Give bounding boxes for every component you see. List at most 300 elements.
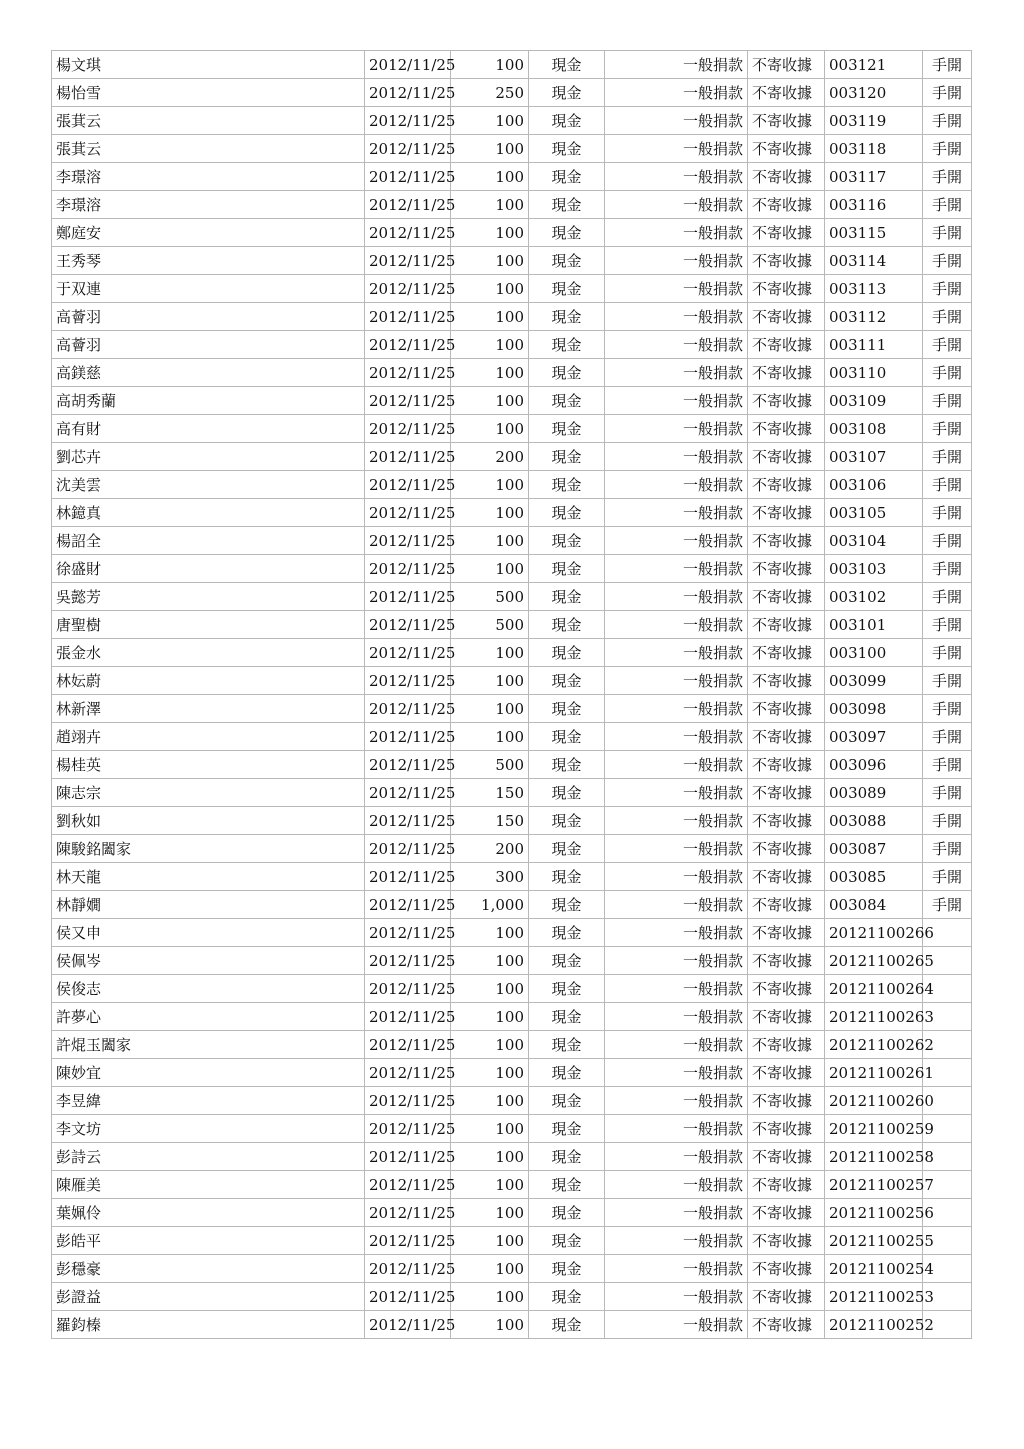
donation-type-cell: 一般捐款 — [605, 1143, 748, 1171]
payment-method-cell: 現金 — [529, 863, 605, 891]
donor-name-cell: 劉秋如 — [52, 807, 365, 835]
payment-method-cell: 現金 — [529, 303, 605, 331]
receipt-option-cell: 不寄收據 — [748, 527, 825, 555]
date-cell: 2012/11/25 — [365, 1003, 451, 1031]
receipt-number-cell: 20121100264 — [825, 975, 923, 1003]
donor-name-cell: 陳妙宜 — [52, 1059, 365, 1087]
payment-method-cell: 現金 — [529, 947, 605, 975]
table-row — [52, 611, 972, 639]
table-row — [52, 107, 972, 135]
note-cell: 手開 — [923, 639, 972, 667]
table-row — [52, 499, 972, 527]
table-row — [52, 1115, 972, 1143]
date-cell: 2012/11/25 — [365, 807, 451, 835]
payment-method-cell: 現金 — [529, 1031, 605, 1059]
table-row — [52, 387, 972, 415]
amount-cell: 100 — [451, 1059, 529, 1087]
table-row — [52, 779, 972, 807]
note-cell: 手開 — [923, 359, 972, 387]
table-row — [52, 471, 972, 499]
table-row — [52, 1255, 972, 1283]
date-cell: 2012/11/25 — [365, 51, 451, 79]
amount-cell: 100 — [451, 247, 529, 275]
donation-type-cell: 一般捐款 — [605, 835, 748, 863]
note-cell: 手開 — [923, 443, 972, 471]
date-cell: 2012/11/25 — [365, 583, 451, 611]
payment-method-cell: 現金 — [529, 807, 605, 835]
amount-cell: 500 — [451, 611, 529, 639]
payment-method-cell: 現金 — [529, 891, 605, 919]
receipt-option-cell: 不寄收據 — [748, 51, 825, 79]
receipt-number-cell: 20121100254 — [825, 1255, 923, 1283]
receipt-option-cell: 不寄收據 — [748, 275, 825, 303]
note-cell: 手開 — [923, 807, 972, 835]
note-cell: 手開 — [923, 247, 972, 275]
payment-method-cell: 現金 — [529, 975, 605, 1003]
receipt-number-cell: 003087 — [825, 835, 923, 863]
payment-method-cell: 現金 — [529, 583, 605, 611]
receipt-number-cell: 20121100258 — [825, 1143, 923, 1171]
donation-type-cell: 一般捐款 — [605, 751, 748, 779]
date-cell: 2012/11/25 — [365, 471, 451, 499]
receipt-number-cell: 003104 — [825, 527, 923, 555]
receipt-option-cell: 不寄收據 — [748, 751, 825, 779]
note-cell: 手開 — [923, 723, 972, 751]
donation-type-cell: 一般捐款 — [605, 555, 748, 583]
payment-method-cell: 現金 — [529, 1283, 605, 1311]
date-cell: 2012/11/25 — [365, 835, 451, 863]
donation-type-cell: 一般捐款 — [605, 1255, 748, 1283]
receipt-option-cell: 不寄收據 — [748, 135, 825, 163]
payment-method-cell: 現金 — [529, 1311, 605, 1339]
note-cell: 手開 — [923, 135, 972, 163]
receipt-number-cell: 003116 — [825, 191, 923, 219]
table-row — [52, 807, 972, 835]
receipt-number-cell: 20121100265 — [825, 947, 923, 975]
donor-name-cell: 唐聖樹 — [52, 611, 365, 639]
note-cell: 手開 — [923, 415, 972, 443]
payment-method-cell: 現金 — [529, 835, 605, 863]
receipt-number-cell: 003102 — [825, 583, 923, 611]
receipt-option-cell: 不寄收據 — [748, 471, 825, 499]
table-row — [52, 835, 972, 863]
donation-type-cell: 一般捐款 — [605, 79, 748, 107]
date-cell: 2012/11/25 — [365, 191, 451, 219]
donation-type-cell: 一般捐款 — [605, 107, 748, 135]
donor-name-cell: 張金水 — [52, 639, 365, 667]
note-cell: 手開 — [923, 191, 972, 219]
donation-type-cell: 一般捐款 — [605, 1003, 748, 1031]
date-cell: 2012/11/25 — [365, 919, 451, 947]
donor-name-cell: 彭詩云 — [52, 1143, 365, 1171]
receipt-option-cell: 不寄收據 — [748, 1143, 825, 1171]
table-row — [52, 1283, 972, 1311]
date-cell: 2012/11/25 — [365, 1255, 451, 1283]
table-row — [52, 219, 972, 247]
amount-cell: 100 — [451, 947, 529, 975]
note-cell: 手開 — [923, 471, 972, 499]
receipt-number-cell: 003115 — [825, 219, 923, 247]
donor-name-cell: 楊怡雪 — [52, 79, 365, 107]
donor-name-cell: 彭穩豪 — [52, 1255, 365, 1283]
receipt-option-cell: 不寄收據 — [748, 835, 825, 863]
receipt-option-cell: 不寄收據 — [748, 1171, 825, 1199]
amount-cell: 500 — [451, 751, 529, 779]
donor-name-cell: 高薈羽 — [52, 303, 365, 331]
table-row — [52, 79, 972, 107]
receipt-number-cell: 003088 — [825, 807, 923, 835]
amount-cell: 100 — [451, 639, 529, 667]
date-cell: 2012/11/25 — [365, 639, 451, 667]
amount-cell: 150 — [451, 779, 529, 807]
amount-cell: 100 — [451, 387, 529, 415]
date-cell: 2012/11/25 — [365, 1143, 451, 1171]
receipt-option-cell: 不寄收據 — [748, 1059, 825, 1087]
date-cell: 2012/11/25 — [365, 611, 451, 639]
donation-type-cell: 一般捐款 — [605, 527, 748, 555]
note-cell: 手開 — [923, 583, 972, 611]
payment-method-cell: 現金 — [529, 611, 605, 639]
date-cell: 2012/11/25 — [365, 163, 451, 191]
amount-cell: 300 — [451, 863, 529, 891]
date-cell: 2012/11/25 — [365, 79, 451, 107]
donation-type-cell: 一般捐款 — [605, 1087, 748, 1115]
receipt-option-cell: 不寄收據 — [748, 359, 825, 387]
donor-name-cell: 高鎂慈 — [52, 359, 365, 387]
amount-cell: 100 — [451, 51, 529, 79]
payment-method-cell: 現金 — [529, 751, 605, 779]
note-cell: 手開 — [923, 79, 972, 107]
receipt-number-cell: 003112 — [825, 303, 923, 331]
receipt-option-cell: 不寄收據 — [748, 331, 825, 359]
table-row — [52, 275, 972, 303]
receipt-option-cell: 不寄收據 — [748, 1311, 825, 1339]
payment-method-cell: 現金 — [529, 555, 605, 583]
donor-name-cell: 林新澤 — [52, 695, 365, 723]
amount-cell: 100 — [451, 1311, 529, 1339]
payment-method-cell: 現金 — [529, 359, 605, 387]
note-cell: 手開 — [923, 611, 972, 639]
table-row — [52, 51, 972, 79]
receipt-number-cell: 20121100252 — [825, 1311, 923, 1339]
donation-type-cell: 一般捐款 — [605, 135, 748, 163]
donation-type-cell: 一般捐款 — [605, 303, 748, 331]
donation-type-cell: 一般捐款 — [605, 191, 748, 219]
donor-name-cell: 林天龍 — [52, 863, 365, 891]
amount-cell: 100 — [451, 499, 529, 527]
donor-name-cell: 彭皓平 — [52, 1227, 365, 1255]
donation-type-cell: 一般捐款 — [605, 1031, 748, 1059]
date-cell: 2012/11/25 — [365, 975, 451, 1003]
amount-cell: 100 — [451, 1143, 529, 1171]
receipt-option-cell: 不寄收據 — [748, 975, 825, 1003]
table-row — [52, 1171, 972, 1199]
table-row — [52, 1087, 972, 1115]
receipt-option-cell: 不寄收據 — [748, 443, 825, 471]
receipt-option-cell: 不寄收據 — [748, 499, 825, 527]
payment-method-cell: 現金 — [529, 1059, 605, 1087]
donor-name-cell: 張萁云 — [52, 107, 365, 135]
donor-name-cell: 侯佩岑 — [52, 947, 365, 975]
donor-name-cell: 陳駿銘闔家 — [52, 835, 365, 863]
note-cell: 手開 — [923, 863, 972, 891]
payment-method-cell: 現金 — [529, 1003, 605, 1031]
table-row — [52, 1199, 972, 1227]
receipt-number-cell: 003100 — [825, 639, 923, 667]
donor-name-cell: 許焜玉闔家 — [52, 1031, 365, 1059]
note-cell: 手開 — [923, 499, 972, 527]
amount-cell: 100 — [451, 303, 529, 331]
receipt-option-cell: 不寄收據 — [748, 611, 825, 639]
receipt-number-cell: 003121 — [825, 51, 923, 79]
table-row — [52, 527, 972, 555]
receipt-number-cell: 003118 — [825, 135, 923, 163]
donor-name-cell: 李昱緯 — [52, 1087, 365, 1115]
donation-type-cell: 一般捐款 — [605, 275, 748, 303]
table-row — [52, 1059, 972, 1087]
receipt-option-cell: 不寄收據 — [748, 387, 825, 415]
payment-method-cell: 現金 — [529, 1255, 605, 1283]
receipt-option-cell: 不寄收據 — [748, 1031, 825, 1059]
date-cell: 2012/11/25 — [365, 695, 451, 723]
date-cell: 2012/11/25 — [365, 1199, 451, 1227]
receipt-option-cell: 不寄收據 — [748, 583, 825, 611]
donor-name-cell: 林靜嫺 — [52, 891, 365, 919]
note-cell: 手開 — [923, 835, 972, 863]
amount-cell: 100 — [451, 975, 529, 1003]
receipt-option-cell: 不寄收據 — [748, 1003, 825, 1031]
receipt-option-cell: 不寄收據 — [748, 163, 825, 191]
amount-cell: 1,000 — [451, 891, 529, 919]
receipt-number-cell: 003120 — [825, 79, 923, 107]
date-cell: 2012/11/25 — [365, 247, 451, 275]
note-cell: 手開 — [923, 779, 972, 807]
date-cell: 2012/11/25 — [365, 1059, 451, 1087]
amount-cell: 100 — [451, 1227, 529, 1255]
date-cell: 2012/11/25 — [365, 275, 451, 303]
receipt-number-cell: 003119 — [825, 107, 923, 135]
receipt-option-cell: 不寄收據 — [748, 919, 825, 947]
amount-cell: 100 — [451, 1171, 529, 1199]
payment-method-cell: 現金 — [529, 219, 605, 247]
donation-type-cell: 一般捐款 — [605, 1283, 748, 1311]
donation-type-cell: 一般捐款 — [605, 639, 748, 667]
amount-cell: 100 — [451, 695, 529, 723]
amount-cell: 150 — [451, 807, 529, 835]
payment-method-cell: 現金 — [529, 1143, 605, 1171]
donor-name-cell: 李璟溶 — [52, 163, 365, 191]
donor-name-cell: 林妘蔚 — [52, 667, 365, 695]
donation-type-cell: 一般捐款 — [605, 415, 748, 443]
donation-type-cell: 一般捐款 — [605, 359, 748, 387]
receipt-number-cell: 003098 — [825, 695, 923, 723]
table-row — [52, 723, 972, 751]
donation-type-cell: 一般捐款 — [605, 807, 748, 835]
note-cell: 手開 — [923, 891, 972, 919]
donor-name-cell: 劉芯卉 — [52, 443, 365, 471]
donation-ledger-table — [51, 50, 972, 1339]
receipt-option-cell: 不寄收據 — [748, 695, 825, 723]
receipt-option-cell: 不寄收據 — [748, 219, 825, 247]
amount-cell: 100 — [451, 667, 529, 695]
donor-name-cell: 于双連 — [52, 275, 365, 303]
receipt-number-cell: 20121100257 — [825, 1171, 923, 1199]
receipt-option-cell: 不寄收據 — [748, 1115, 825, 1143]
donor-name-cell: 吳懿芳 — [52, 583, 365, 611]
donor-name-cell: 高胡秀蘭 — [52, 387, 365, 415]
receipt-number-cell: 003097 — [825, 723, 923, 751]
table-row — [52, 667, 972, 695]
receipt-number-cell: 003096 — [825, 751, 923, 779]
receipt-option-cell: 不寄收據 — [748, 303, 825, 331]
receipt-number-cell: 003111 — [825, 331, 923, 359]
amount-cell: 100 — [451, 1003, 529, 1031]
receipt-option-cell: 不寄收據 — [748, 79, 825, 107]
date-cell: 2012/11/25 — [365, 667, 451, 695]
donation-type-cell: 一般捐款 — [605, 723, 748, 751]
donor-name-cell: 李文坊 — [52, 1115, 365, 1143]
donor-name-cell: 林鐿真 — [52, 499, 365, 527]
payment-method-cell: 現金 — [529, 443, 605, 471]
table-row — [52, 639, 972, 667]
amount-cell: 100 — [451, 919, 529, 947]
date-cell: 2012/11/25 — [365, 863, 451, 891]
amount-cell: 100 — [451, 191, 529, 219]
donation-type-cell: 一般捐款 — [605, 387, 748, 415]
payment-method-cell: 現金 — [529, 247, 605, 275]
donor-name-cell: 陳雁美 — [52, 1171, 365, 1199]
receipt-number-cell: 20121100256 — [825, 1199, 923, 1227]
receipt-option-cell: 不寄收據 — [748, 555, 825, 583]
date-cell: 2012/11/25 — [365, 723, 451, 751]
payment-method-cell: 現金 — [529, 79, 605, 107]
receipt-number-cell: 20121100253 — [825, 1283, 923, 1311]
donation-type-cell: 一般捐款 — [605, 247, 748, 275]
donation-type-cell: 一般捐款 — [605, 667, 748, 695]
donor-name-cell: 楊文琪 — [52, 51, 365, 79]
amount-cell: 100 — [451, 107, 529, 135]
amount-cell: 100 — [451, 1031, 529, 1059]
table-row — [52, 1003, 972, 1031]
receipt-number-cell: 003108 — [825, 415, 923, 443]
receipt-number-cell: 20121100262 — [825, 1031, 923, 1059]
donation-type-cell: 一般捐款 — [605, 975, 748, 1003]
note-cell: 手開 — [923, 107, 972, 135]
donation-type-cell: 一般捐款 — [605, 919, 748, 947]
receipt-option-cell: 不寄收據 — [748, 891, 825, 919]
receipt-option-cell: 不寄收據 — [748, 415, 825, 443]
amount-cell: 100 — [451, 415, 529, 443]
note-cell: 手開 — [923, 303, 972, 331]
note-cell: 手開 — [923, 163, 972, 191]
donor-name-cell: 楊詔全 — [52, 527, 365, 555]
donor-name-cell: 侯俊志 — [52, 975, 365, 1003]
receipt-number-cell: 20121100255 — [825, 1227, 923, 1255]
date-cell: 2012/11/25 — [365, 1031, 451, 1059]
amount-cell: 100 — [451, 471, 529, 499]
amount-cell: 100 — [451, 135, 529, 163]
date-cell: 2012/11/25 — [365, 107, 451, 135]
receipt-number-cell: 003103 — [825, 555, 923, 583]
payment-method-cell: 現金 — [529, 331, 605, 359]
amount-cell: 500 — [451, 583, 529, 611]
table-row — [52, 947, 972, 975]
receipt-option-cell: 不寄收據 — [748, 1227, 825, 1255]
donation-type-cell: 一般捐款 — [605, 499, 748, 527]
receipt-number-cell: 20121100261 — [825, 1059, 923, 1087]
donation-type-cell: 一般捐款 — [605, 1171, 748, 1199]
donation-type-cell: 一般捐款 — [605, 1115, 748, 1143]
receipt-option-cell: 不寄收據 — [748, 863, 825, 891]
amount-cell: 100 — [451, 359, 529, 387]
note-cell: 手開 — [923, 219, 972, 247]
payment-method-cell: 現金 — [529, 779, 605, 807]
receipt-option-cell: 不寄收據 — [748, 667, 825, 695]
note-cell: 手開 — [923, 275, 972, 303]
note-cell: 手開 — [923, 695, 972, 723]
donation-type-cell: 一般捐款 — [605, 891, 748, 919]
table-row — [52, 1311, 972, 1339]
amount-cell: 100 — [451, 331, 529, 359]
amount-cell: 100 — [451, 1199, 529, 1227]
table-row — [52, 891, 972, 919]
payment-method-cell: 現金 — [529, 667, 605, 695]
date-cell: 2012/11/25 — [365, 1115, 451, 1143]
table-row — [52, 1143, 972, 1171]
amount-cell: 100 — [451, 275, 529, 303]
note-cell: 手開 — [923, 751, 972, 779]
payment-method-cell: 現金 — [529, 723, 605, 751]
table-row — [52, 163, 972, 191]
receipt-number-cell: 20121100259 — [825, 1115, 923, 1143]
date-cell: 2012/11/25 — [365, 947, 451, 975]
receipt-number-cell: 003114 — [825, 247, 923, 275]
table-row — [52, 443, 972, 471]
receipt-option-cell: 不寄收據 — [748, 779, 825, 807]
note-cell: 手開 — [923, 387, 972, 415]
date-cell: 2012/11/25 — [365, 443, 451, 471]
table-row — [52, 1227, 972, 1255]
date-cell: 2012/11/25 — [365, 751, 451, 779]
date-cell: 2012/11/25 — [365, 1171, 451, 1199]
date-cell: 2012/11/25 — [365, 387, 451, 415]
donation-type-cell: 一般捐款 — [605, 219, 748, 247]
payment-method-cell: 現金 — [529, 163, 605, 191]
amount-cell: 100 — [451, 1283, 529, 1311]
donation-type-cell: 一般捐款 — [605, 583, 748, 611]
donation-type-cell: 一般捐款 — [605, 779, 748, 807]
date-cell: 2012/11/25 — [365, 1283, 451, 1311]
date-cell: 2012/11/25 — [365, 415, 451, 443]
date-cell: 2012/11/25 — [365, 891, 451, 919]
table-row — [52, 863, 972, 891]
receipt-number-cell: 003085 — [825, 863, 923, 891]
payment-method-cell: 現金 — [529, 695, 605, 723]
receipt-number-cell: 003110 — [825, 359, 923, 387]
date-cell: 2012/11/25 — [365, 555, 451, 583]
donor-name-cell: 彭證益 — [52, 1283, 365, 1311]
note-cell: 手開 — [923, 555, 972, 583]
payment-method-cell: 現金 — [529, 387, 605, 415]
table-row — [52, 919, 972, 947]
donation-type-cell: 一般捐款 — [605, 471, 748, 499]
table-row — [52, 1031, 972, 1059]
table-row — [52, 303, 972, 331]
date-cell: 2012/11/25 — [365, 1311, 451, 1339]
ledger-body — [52, 51, 972, 1339]
donor-name-cell: 趙翊卉 — [52, 723, 365, 751]
table-row — [52, 975, 972, 1003]
